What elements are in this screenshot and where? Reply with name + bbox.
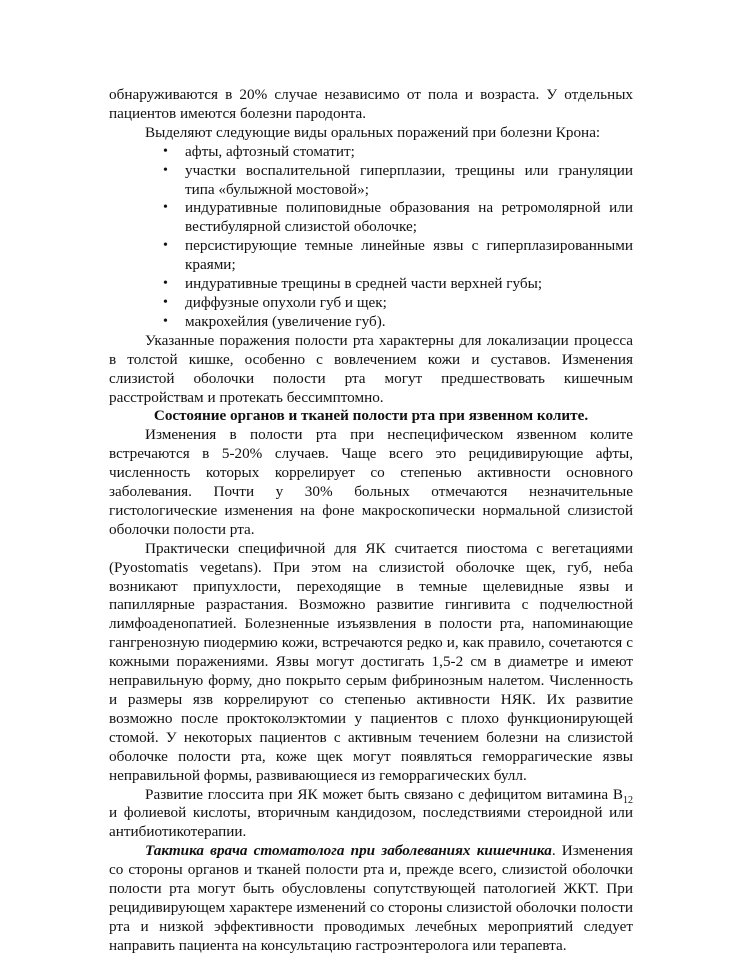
paragraph-2: Выделяют следующие виды оральных поражений при болезни Крона: — [145, 123, 601, 141]
list-item: • макрохейлия (увеличение губ). — [163, 312, 386, 330]
list-item: • индуративные полиповидные образования на ретромолярной или вестибулярной слизистой оболочке; — [163, 199, 633, 236]
subscript: 12 — [623, 794, 633, 806]
tactics-title: Тактика врача стоматолога при заболеваниях кишечника — [145, 842, 552, 860]
bullet-icon: • — [163, 238, 168, 254]
list-item: • участки воспалительной гиперплазии, трещины или грануляции типа «булыжной мостовой»; — [163, 161, 633, 198]
bullet-icon: • — [163, 143, 168, 159]
list-item: • персистирующие темные линейные язвы с гиперплазированными краями; — [163, 237, 633, 274]
paragraph-3: Указанные поражения полости рта характерны для локализации процесса в толстой кишке, особенно с вовлечением кожи и суставов. Изменения слизистой оболочки полости рта могут предшествовать кишечным расстройствам и протекать бессимптомно. — [109, 331, 633, 406]
bullet-icon: • — [163, 162, 168, 178]
paragraph-1: обнаруживаются в 20% случае независимо от пола и возраста. У отдельных пациентов имеются болезни пародонта. — [109, 86, 633, 122]
oral-lesions-list — [109, 143, 633, 332]
bullet-icon: • — [163, 200, 168, 216]
list-item: • афты, афтозный стоматит; — [163, 142, 355, 160]
paragraph-6: Развитие глоссита при ЯК может быть связано с дефицитом витамина $B_{12}$ и фолиевой кислоты, вторичным кандидозом, последствиями стероидной или антибиотикотерапии. — [109, 785, 633, 841]
section-heading: Состояние органов и тканей полости рта при язвенном колите. — [153, 407, 589, 425]
paragraph-4: Изменения в полости рта при неспецифическом язвенном колите встречаются в 5-20% случаев. Чаще всего это рецидивирующие афты, численность которых коррелирует со степенью активности основного заболевания. Почти у 30% больных отмечаются незначительные гистологические изменения на фоне макроскопически нормальной слизистой оболочки полости рта. — [109, 426, 633, 538]
paragraph-5: Практически специфичной для ЯК считается пиостома с вегетациями (Pyostomatis vegetans). При этом на слизистой оболочке щек, губ, неба возникают припухлости, переходящие в темные щелевидные язвы и папиллярные разрастания. Возможно развитие гингивита с подчелюстной лимфоаденопатией. Болезненные изъязвления в полости рта, напоминающие гангренозную пиодермию кожи, встречаются редко и, как правило, сочетаются с кожными поражениями. Язвы могут достигать 1,5-2 см в диаметре и имеют неправильную форму, дно покрыто серым фибринозным налетом. Численность и размеры язв коррелируют со степенью активности НЯК. Их развитие возможно после проктоколэктомии у пациентов с плохо функционирующей стомой. У некоторых пациентов с активным течением болезни на слизистой оболочке полости рта, коже щек могут появляться геморрагические язвы неправильной формы, развивающиеся из геморрагических булл. — [109, 539, 633, 784]
paragraph-7: Тактика врача стоматолога при заболеваниях кишечника. Изменения со стороны органов и тканей полости рта и, прежде всего, слизистой оболочки полости рта могут быть обусловлены сопутствующей патологией ЖКТ. При рецидивирующем характере изменений со стороны слизистой оболочки полости рта и низкой эффективности проводимых лечебных мероприятий следует направить пациента на консультацию гастроэнтеролога или терапевта. — [109, 842, 633, 954]
bullet-icon: • — [163, 294, 168, 310]
list-item: • диффузные опухоли губ и щек; — [163, 293, 387, 311]
page-content — [109, 86, 633, 956]
list-item: • индуративные трещины в средней части верхней губы; — [163, 275, 543, 293]
bullet-icon: • — [163, 313, 168, 329]
bullet-icon: • — [163, 276, 168, 292]
